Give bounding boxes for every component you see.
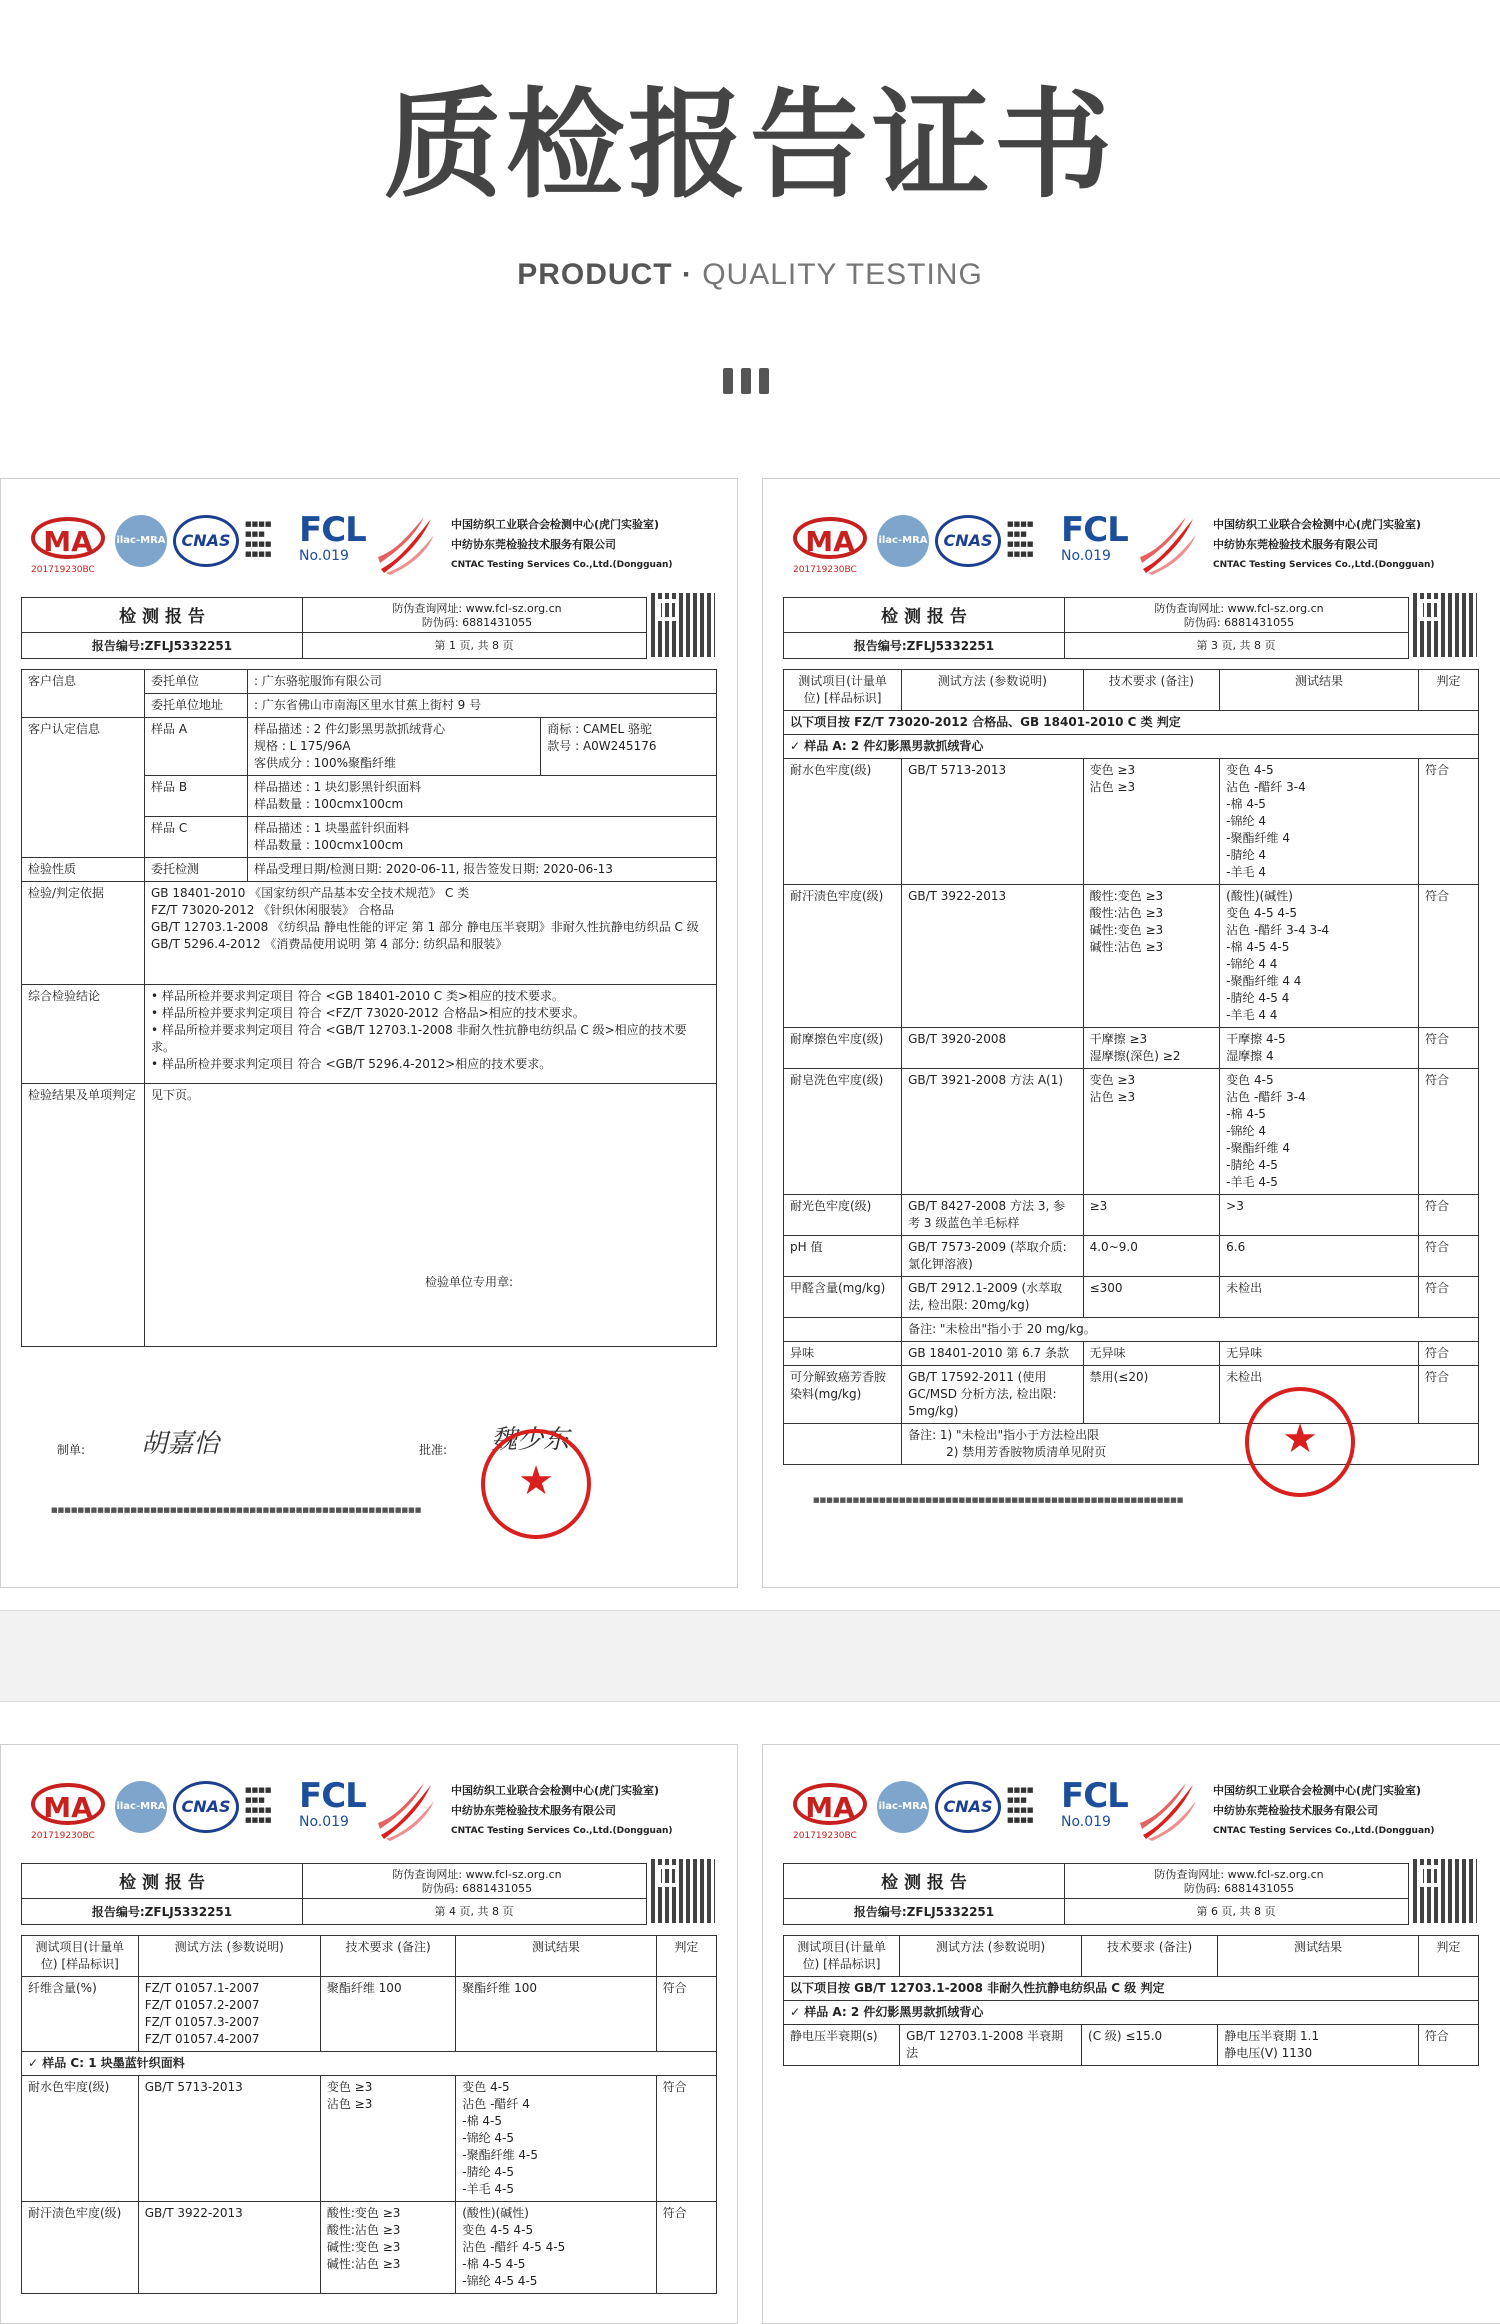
column-header: 测试项目(计量单位) [样品标识] — [784, 670, 902, 711]
qr-code-icon — [1413, 1859, 1477, 1923]
sample-c-c_qty: 样品数量 : 100cmx100cm — [254, 838, 404, 852]
cell-method: GB/T 3922-2013 — [902, 885, 1084, 1028]
page-number: 第 6 页, 共 8 页 — [1064, 1898, 1408, 1919]
basis-item: FZ/T 73020-2012 《针织休闲服装》 合格品 — [151, 903, 394, 917]
ma-number: 201719230BC — [31, 1831, 95, 1841]
row-sample-a — [22, 718, 717, 776]
cell-result: 变色 4-5 沾色 -醋纤 4 -棉 4-5 -锦纶 4-5 -聚酯纤维 4-5 -腈纶 4-5 -羊毛 4-5 — [456, 2076, 656, 2202]
cell-item: 耐皂洗色牢度(级) — [784, 1069, 902, 1195]
basis-list — [145, 882, 717, 985]
report-number-label: 报告编号: — [853, 1905, 907, 1919]
row-result — [22, 1084, 717, 1347]
label-conclusion: 综合检验结论 — [22, 985, 145, 1084]
report-info-table — [21, 669, 717, 1347]
notes-cell — [902, 1424, 1479, 1465]
fcl-number: No.019 — [1061, 1814, 1111, 1830]
cell-req: 聚酯纤维 100 — [320, 1977, 455, 2052]
report-number — [784, 1898, 1064, 1920]
logo-strip — [793, 1775, 1473, 1845]
report-header-box — [783, 597, 1409, 659]
column-header: 测试项目(计量单位) [样品标识] — [784, 1936, 900, 1977]
row-client-1 — [22, 670, 717, 694]
results-header-row — [784, 670, 1479, 711]
cell-method: GB/T 5713-2013 — [138, 2076, 320, 2202]
qr-code-icon — [651, 593, 715, 657]
report-number-label: 报告编号: — [91, 639, 145, 653]
anti-fake-code: 防伪码: 6881431055 — [1183, 1882, 1295, 1895]
ma-logo-icon: MA — [793, 517, 867, 559]
query-site: 防伪查询网址: www.fcl-sz.org.cn — [392, 602, 562, 615]
cell-method: GB/T 2912.1-2009 (水萃取法, 检出限: 20mg/kg) — [902, 1277, 1084, 1318]
table-row — [784, 1366, 1479, 1424]
cell-req: ≥3 — [1083, 1195, 1220, 1236]
sample-a-a_spec: 规格 : L 175/96A — [254, 739, 351, 753]
cell-judge: 符合 — [1418, 1028, 1478, 1069]
page-number: 第 1 页, 共 8 页 — [302, 632, 646, 653]
client-address: : 广东省佛山市南海区里水甘蕉上街村 9 号 — [248, 694, 717, 718]
fcl-logo-icon: FCL — [299, 510, 366, 550]
organization-names — [1213, 1781, 1493, 1841]
anti-fake-code: 防伪码: 6881431055 — [421, 1882, 533, 1895]
cell-req: 干摩擦 ≥3 湿摩擦(深色) ≥2 — [1083, 1028, 1220, 1069]
cell-judge: 符合 — [1418, 2025, 1478, 2066]
cell-method: GB 18401-2010 第 6.7 条款 — [902, 1342, 1084, 1366]
fcl-logo-icon: FCL — [1061, 510, 1128, 550]
qr-code-icon — [1413, 593, 1477, 657]
cntac-flame-logo-icon — [1138, 511, 1198, 575]
results-table — [783, 669, 1479, 1465]
cell-method: GB/T 3922-2013 — [138, 2202, 320, 2294]
report-number-label: 报告编号: — [853, 639, 907, 653]
column-header: 判定 — [656, 1936, 716, 1977]
cell-result: 静电压半衰期 1.1 静电压(V) 1130 — [1218, 2025, 1419, 2066]
nature: 委托检测 — [145, 858, 248, 882]
sample-a-a_desc: 样品描述 : 2 件幻影黑男款抓绒背心 — [254, 722, 446, 736]
ma-logo-icon: MA — [793, 1783, 867, 1825]
cell-result: 变色 4-5 沾色 -醋纤 3-4 -棉 4-5 -锦纶 4 -聚酯纤维 4 -腈纶 4-5 -羊毛 4-5 — [1220, 1069, 1419, 1195]
report-title: 检 测 报 告 — [881, 607, 967, 627]
sample-c-details — [248, 817, 717, 858]
page-number: 第 4 页, 共 8 页 — [302, 1898, 646, 1919]
cnas-caption-icon: ■■■■ ■■■ ■■■■ ■■■■ — [1007, 520, 1034, 558]
maker-label: 制单: — [57, 1443, 86, 1457]
anti-fake-code: 防伪码: 6881431055 — [1183, 616, 1295, 629]
column-header: 判定 — [1418, 1936, 1478, 1977]
report-header-box — [21, 1863, 647, 1925]
logo-strip — [31, 509, 711, 579]
sample-row — [22, 2052, 717, 2076]
cnas-logo-icon: CNAS — [935, 515, 1001, 567]
report-number-value: ZFLJ5332251 — [906, 639, 995, 653]
fcl-logo-icon: FCL — [299, 1776, 366, 1816]
ma-logo-icon: MA — [31, 517, 105, 559]
cell-judge: 符合 — [1418, 1069, 1478, 1195]
sample-a-details — [248, 718, 541, 776]
sample-a-brand: 商标 : CAMEL 骆驼 — [547, 722, 652, 736]
org-name-en: CNTAC Testing Services Co.,Ltd.(Dongguan) — [451, 560, 673, 570]
table-row — [22, 2076, 717, 2202]
organization-names — [451, 515, 731, 575]
fcl-number: No.019 — [299, 548, 349, 564]
report-number-value: ZFLJ5332251 — [144, 1905, 233, 1919]
page-title: 质检报告证书 — [383, 76, 1116, 214]
label-result: 检验结果及单项判定 — [22, 1084, 145, 1347]
cell-req: 变色 ≥3 沾色 ≥3 — [1083, 1069, 1220, 1195]
fcl-logo — [1061, 1776, 1131, 1839]
cell-judge: 符合 — [1418, 1366, 1478, 1424]
conclusion-item: • 样品所检并要求判定项目 符合 <FZ/T 73020-2012 合格品>相应的技术要求。 — [151, 1006, 585, 1020]
cnas-logo-icon: CNAS — [173, 515, 239, 567]
cell-judge: 符合 — [1418, 1277, 1478, 1318]
approver-label: 批准: — [419, 1443, 448, 1457]
sample-label: ✓ 样品 C: 1 块墨蓝针织面料 — [22, 2052, 717, 2076]
row-conclusion — [22, 985, 717, 1084]
cell-req: 无异味 — [1083, 1342, 1220, 1366]
anti-fake-code: 防伪码: 6881431055 — [421, 616, 533, 629]
notes-row — [784, 1424, 1479, 1465]
cell-judge: 符合 — [1418, 1195, 1478, 1236]
report-title: 检 测 报 告 — [119, 607, 205, 627]
column-header: 技术要求 (备注) — [1083, 670, 1220, 711]
label-client-addr: 委托单位地址 — [145, 694, 248, 718]
sample-b-b_qty: 样品数量 : 100cmx100cm — [254, 797, 404, 811]
org-name-cn-1: 中国纺织工业联合会检测中心(虎门实验室) — [1213, 1784, 1422, 1797]
org-name-cn-2: 中纺协东莞检验技术服务有限公司 — [1213, 1804, 1378, 1817]
column-header: 测试方法 (参数说明) — [902, 670, 1084, 711]
results-table — [21, 1935, 717, 2294]
cnas-logo-icon: CNAS — [173, 1781, 239, 1833]
sample-label: ✓ 样品 A: 2 件幻影黑男款抓绒背心 — [784, 735, 1479, 759]
table-row — [784, 1277, 1479, 1318]
cell-result: (酸性)(碱性) 变色 4-5 4-5 沾色 -醋纤 3-4 3-4 -棉 4-5 4-5 -锦纶 4 4 -聚酯纤维 4 4 -腈纶 4-5 4 -羊毛 4 4 — [1220, 885, 1419, 1028]
table-row — [784, 1069, 1479, 1195]
footer-address: ■■■■■■■■■■■■■■■■■■■■■■■■■■■■■■■■■■■■■■■■■■■■■■■■■■■■■■■■ — [813, 1496, 1184, 1504]
org-name-cn-2: 中纺协东莞检验技术服务有限公司 — [1213, 538, 1378, 551]
query-site: 防伪查询网址: www.fcl-sz.org.cn — [1154, 1868, 1324, 1881]
label-confirm: 客户认定信息 — [22, 718, 145, 858]
sample-a-a_comp: 客供成分 : 100%聚酯纤维 — [254, 756, 396, 770]
column-header: 测试结果 — [1220, 670, 1419, 711]
cell-judge: 符合 — [656, 1977, 716, 2052]
sample-row — [784, 735, 1479, 759]
group-row — [784, 1977, 1479, 2001]
group-row — [784, 711, 1479, 735]
column-header: 测试方法 (参数说明) — [138, 1936, 320, 1977]
cnas-caption-icon: ■■■■ ■■■ ■■■■ ■■■■ — [245, 1786, 272, 1824]
group-label: 以下项目按 GB/T 12703.1-2008 非耐久性抗静电纺织品 C 级 判定 — [784, 1977, 1479, 2001]
report-number — [22, 632, 302, 654]
query-site: 防伪查询网址: www.fcl-sz.org.cn — [1154, 602, 1324, 615]
cell-method: GB/T 3920-2008 — [902, 1028, 1084, 1069]
cell-item: 耐光色牢度(级) — [784, 1195, 902, 1236]
column-header: 测试方法 (参数说明) — [900, 1936, 1082, 1977]
ilac-mra-logo-icon: ilac-MRA — [877, 515, 929, 567]
cell-req: (C 级) ≤15.0 — [1082, 2025, 1218, 2066]
cntac-flame-logo-icon — [1138, 1777, 1198, 1841]
cntac-flame-logo-icon — [376, 511, 436, 575]
column-header: 判定 — [1418, 670, 1478, 711]
ilac-mra-logo-icon: ilac-MRA — [115, 515, 167, 567]
table-row — [784, 1028, 1479, 1069]
ma-number: 201719230BC — [793, 565, 857, 575]
maker-signature: 胡嘉怡 — [141, 1429, 220, 1459]
result-text: 见下页。 — [151, 1088, 200, 1102]
report-number-value: ZFLJ5332251 — [144, 639, 233, 653]
table-row-fiber — [22, 1977, 717, 2052]
cnas-caption-icon: ■■■■ ■■■ ■■■■ ■■■■ — [245, 520, 272, 558]
ilac-mra-logo-icon: ilac-MRA — [115, 1781, 167, 1833]
table-row — [784, 1236, 1479, 1277]
page-number: 第 3 页, 共 8 页 — [1064, 632, 1408, 653]
cnas-caption-icon: ■■■■ ■■■ ■■■■ ■■■■ — [1007, 1786, 1034, 1824]
cell-req: 4.0~9.0 — [1083, 1236, 1220, 1277]
cell-req: 酸性:变色 ≥3 酸性:沾色 ≥3 碱性:变色 ≥3 碱性:沾色 ≥3 — [1083, 885, 1220, 1028]
basis-item: GB/T 12703.1-2008 《纺织品 静电性能的评定 第 1 部分 静电压半衰期》非耐久性抗静电纺织品 C 级 — [151, 920, 699, 934]
org-name-en: CNTAC Testing Services Co.,Ltd.(Dongguan) — [1213, 1826, 1435, 1836]
conclusion-list — [145, 985, 717, 1084]
cell-method: FZ/T 01057.1-2007 FZ/T 01057.2-2007 FZ/T 01057.3-2007 FZ/T 01057.4-2007 — [138, 1977, 320, 2052]
sample-a-brand — [541, 718, 717, 776]
table-row — [22, 2202, 717, 2294]
table-row — [784, 2025, 1479, 2066]
column-header: 测试项目(计量单位) [样品标识] — [22, 1936, 139, 1977]
ilac-mra-logo-icon: ilac-MRA — [877, 1781, 929, 1833]
conclusion-item: • 样品所检并要求判定项目 符合 <GB 18401-2010 C 类>相应的技术要求。 — [151, 989, 565, 1003]
fcl-logo — [1061, 510, 1131, 573]
ma-number: 201719230BC — [793, 1831, 857, 1841]
report-title: 检 测 报 告 — [119, 1873, 205, 1893]
cell-req: ≤300 — [1083, 1277, 1220, 1318]
sample-row — [784, 2001, 1479, 2025]
cell-result: 无异味 — [1220, 1342, 1419, 1366]
label-client: 客户信息 — [22, 670, 145, 718]
fcl-number: No.019 — [299, 1814, 349, 1830]
page-subtitle — [0, 258, 1500, 292]
official-seal-icon: ★ — [1245, 1387, 1355, 1497]
cell-item: 耐摩擦色牢度(级) — [784, 1028, 902, 1069]
query-site: 防伪查询网址: www.fcl-sz.org.cn — [392, 1868, 562, 1881]
report-header-box — [783, 1863, 1409, 1925]
cell-item: 耐汗渍色牢度(级) — [22, 2202, 139, 2294]
approver-signature: 魏少东 — [491, 1425, 570, 1455]
logo-strip — [31, 1775, 711, 1845]
cnas-logo-icon: CNAS — [935, 1781, 1001, 1833]
row-basis — [22, 882, 717, 985]
subtitle-bold: PRODUCT · — [517, 258, 693, 291]
client-unit: : 广东骆驼服饰有限公司 — [248, 670, 717, 694]
cell-method: GB/T 12703.1-2008 半衰期法 — [900, 2025, 1082, 2066]
fcl-logo — [299, 1776, 369, 1839]
sample-c-label: 样品 C — [145, 817, 248, 858]
cell-method: GB/T 5713-2013 — [902, 759, 1084, 885]
note-2: 2) 禁用芳香胺物质清单见附页 — [946, 1445, 1107, 1459]
cell-result: 未检出 — [1220, 1277, 1419, 1318]
basis-item: GB 18401-2010 《国家纺织产品基本安全技术规范》 C 类 — [151, 886, 470, 900]
report-number — [784, 632, 1064, 654]
seal-label: 检验单位专用章: — [425, 1275, 514, 1289]
results-table — [783, 1935, 1479, 2066]
org-name-cn-1: 中国纺织工业联合会检测中心(虎门实验室) — [1213, 518, 1422, 531]
cell-method: GB/T 17592-2011 (使用 GC/MSD 分析方法, 检出限: 5mg/kg) — [902, 1366, 1084, 1424]
cell-result: 6.6 — [1220, 1236, 1419, 1277]
label-nature: 检验性质 — [22, 858, 145, 882]
cell-item: 甲醛含量(mg/kg) — [784, 1277, 902, 1318]
cell-judge: 符合 — [1418, 759, 1478, 885]
divider-bars-icon — [723, 368, 783, 396]
sample-label: ✓ 样品 A: 2 件幻影黑男款抓绒背心 — [784, 2001, 1479, 2025]
cell-method: GB/T 7573-2009 (萃取介质: 氯化钾溶液) — [902, 1236, 1084, 1277]
results-header-row — [784, 1936, 1479, 1977]
table-row — [784, 1342, 1479, 1366]
sample-c-c_desc: 样品描述 : 1 块墨蓝针织面料 — [254, 821, 410, 835]
note-1: 备注: 1) "未检出"指小于方法检出限 — [908, 1428, 1100, 1442]
dates: 样品受理日期/检测日期: 2020-06-11, 报告签发日期: 2020-06-13 — [248, 858, 717, 882]
cell-item: 耐水色牢度(级) — [22, 2076, 139, 2202]
section-separator — [0, 1610, 1500, 1702]
footer-address: ■■■■■■■■■■■■■■■■■■■■■■■■■■■■■■■■■■■■■■■■■■■■■■■■■■■■■■■■ — [51, 1506, 422, 1514]
note-cell: 备注: "未检出"指小于 20 mg/kg。 — [902, 1318, 1479, 1342]
group-label: 以下项目按 FZ/T 73020-2012 合格品、GB 18401-2010 C 类 判定 — [784, 711, 1479, 735]
report-number — [22, 1898, 302, 1920]
qr-code-icon — [651, 1859, 715, 1923]
org-name-cn-1: 中国纺织工业联合会检测中心(虎门实验室) — [451, 518, 660, 531]
table-row — [784, 885, 1479, 1028]
label-basis: 检验/判定依据 — [22, 882, 145, 985]
fcl-logo-icon: FCL — [1061, 1776, 1128, 1816]
certificate-page-3 — [762, 478, 1500, 1588]
conclusion-item: • 样品所检并要求判定项目 符合 <GB/T 12703.1-2008 非耐久性抗静电纺织品 C 级>相应的技术要求。 — [151, 1023, 687, 1054]
report-number-value: ZFLJ5332251 — [906, 1905, 995, 1919]
cell-judge: 符合 — [1418, 1342, 1478, 1366]
table-row — [784, 1195, 1479, 1236]
organization-names — [451, 1781, 731, 1841]
org-name-en: CNTAC Testing Services Co.,Ltd.(Dongguan) — [451, 1826, 673, 1836]
cell-method: GB/T 3921-2008 方法 A(1) — [902, 1069, 1084, 1195]
basis-item: GB/T 5296.4-2012 《消费品使用说明 第 4 部分: 纺织品和服装》 — [151, 937, 508, 951]
column-header: 测试结果 — [456, 1936, 656, 1977]
conclusion-item: • 样品所检并要求判定项目 符合 <GB/T 5296.4-2012>相应的技术要求。 — [151, 1057, 552, 1071]
cell-item: 耐汗渍色牢度(级) — [784, 885, 902, 1028]
org-name-cn-2: 中纺协东莞检验技术服务有限公司 — [451, 538, 616, 551]
cell-item: 纤维含量(%) — [22, 1977, 139, 2052]
cell-result: (酸性)(碱性) 变色 4-5 4-5 沾色 -醋纤 4-5 4-5 -棉 4-5 4-5 -锦纶 4-5 4-5 — [456, 2202, 656, 2294]
cell-result: 变色 4-5 沾色 -醋纤 3-4 -棉 4-5 -锦纶 4 -聚酯纤维 4 -腈纶 4 -羊毛 4 — [1220, 759, 1419, 885]
fcl-number: No.019 — [1061, 548, 1111, 564]
cell-item: 静电压半衰期(s) — [784, 2025, 900, 2066]
table-row — [784, 759, 1479, 885]
cell-req: 变色 ≥3 沾色 ≥3 — [320, 2076, 455, 2202]
certificate-page-1 — [0, 478, 738, 1588]
report-header-box — [21, 597, 647, 659]
report-number-label: 报告编号: — [91, 1905, 145, 1919]
ma-logo-icon: MA — [31, 1783, 105, 1825]
report-title: 检 测 报 告 — [881, 1873, 967, 1893]
cell-blank — [784, 1318, 902, 1342]
subtitle-light: QUALITY TESTING — [702, 258, 983, 291]
certificate-page-6 — [762, 1744, 1500, 2324]
org-name-en: CNTAC Testing Services Co.,Ltd.(Dongguan) — [1213, 560, 1435, 570]
cell-item: 耐水色牢度(级) — [784, 759, 902, 885]
organization-names — [1213, 515, 1493, 575]
cell-judge: 符合 — [1418, 885, 1478, 1028]
hero-header — [0, 0, 1500, 440]
cell-result: 未检出 — [1220, 1366, 1419, 1424]
column-header: 技术要求 (备注) — [320, 1936, 455, 1977]
cell-result: 干摩擦 4-5 湿摩擦 4 — [1220, 1028, 1419, 1069]
sample-a-label: 样品 A — [145, 718, 248, 776]
cell-item: pH 值 — [784, 1236, 902, 1277]
sample-b-details — [248, 776, 717, 817]
cell-method: GB/T 8427-2008 方法 3, 参考 3 级蓝色羊毛标样 — [902, 1195, 1084, 1236]
cell-result: >3 — [1220, 1195, 1419, 1236]
result-cell — [145, 1084, 717, 1347]
official-seal-icon: ★ — [481, 1429, 591, 1539]
sample-b-b_desc: 样品描述 : 1 块幻影黑针织面料 — [254, 780, 422, 794]
cell-req: 酸性:变色 ≥3 酸性:沾色 ≥3 碱性:变色 ≥3 碱性:沾色 ≥3 — [320, 2202, 455, 2294]
cell-req: 变色 ≥3 沾色 ≥3 — [1083, 759, 1220, 885]
cell-result: 聚酯纤维 100 — [456, 1977, 656, 2052]
logo-strip — [793, 509, 1473, 579]
certificate-page-4 — [0, 1744, 738, 2324]
org-name-cn-2: 中纺协东莞检验技术服务有限公司 — [451, 1804, 616, 1817]
cell-judge: 符合 — [656, 2076, 716, 2202]
column-header: 测试结果 — [1218, 1936, 1419, 1977]
cell-blank — [784, 1424, 902, 1465]
sample-b-label: 样品 B — [145, 776, 248, 817]
results-header-row — [22, 1936, 717, 1977]
cntac-flame-logo-icon — [376, 1777, 436, 1841]
fcl-logo — [299, 510, 369, 573]
ma-number: 201719230BC — [31, 565, 95, 575]
cell-judge: 符合 — [656, 2202, 716, 2294]
label-client-unit: 委托单位 — [145, 670, 248, 694]
table-row — [784, 1318, 1479, 1342]
sample-a-style: 款号 : A0W245176 — [547, 739, 657, 753]
org-name-cn-1: 中国纺织工业联合会检测中心(虎门实验室) — [451, 1784, 660, 1797]
cell-item: 可分解致癌芳香胺染料(mg/kg) — [784, 1366, 902, 1424]
column-header: 技术要求 (备注) — [1082, 1936, 1218, 1977]
row-nature — [22, 858, 717, 882]
cell-judge: 符合 — [1418, 1236, 1478, 1277]
cell-item: 异味 — [784, 1342, 902, 1366]
cell-req: 禁用(≤20) — [1083, 1366, 1220, 1424]
